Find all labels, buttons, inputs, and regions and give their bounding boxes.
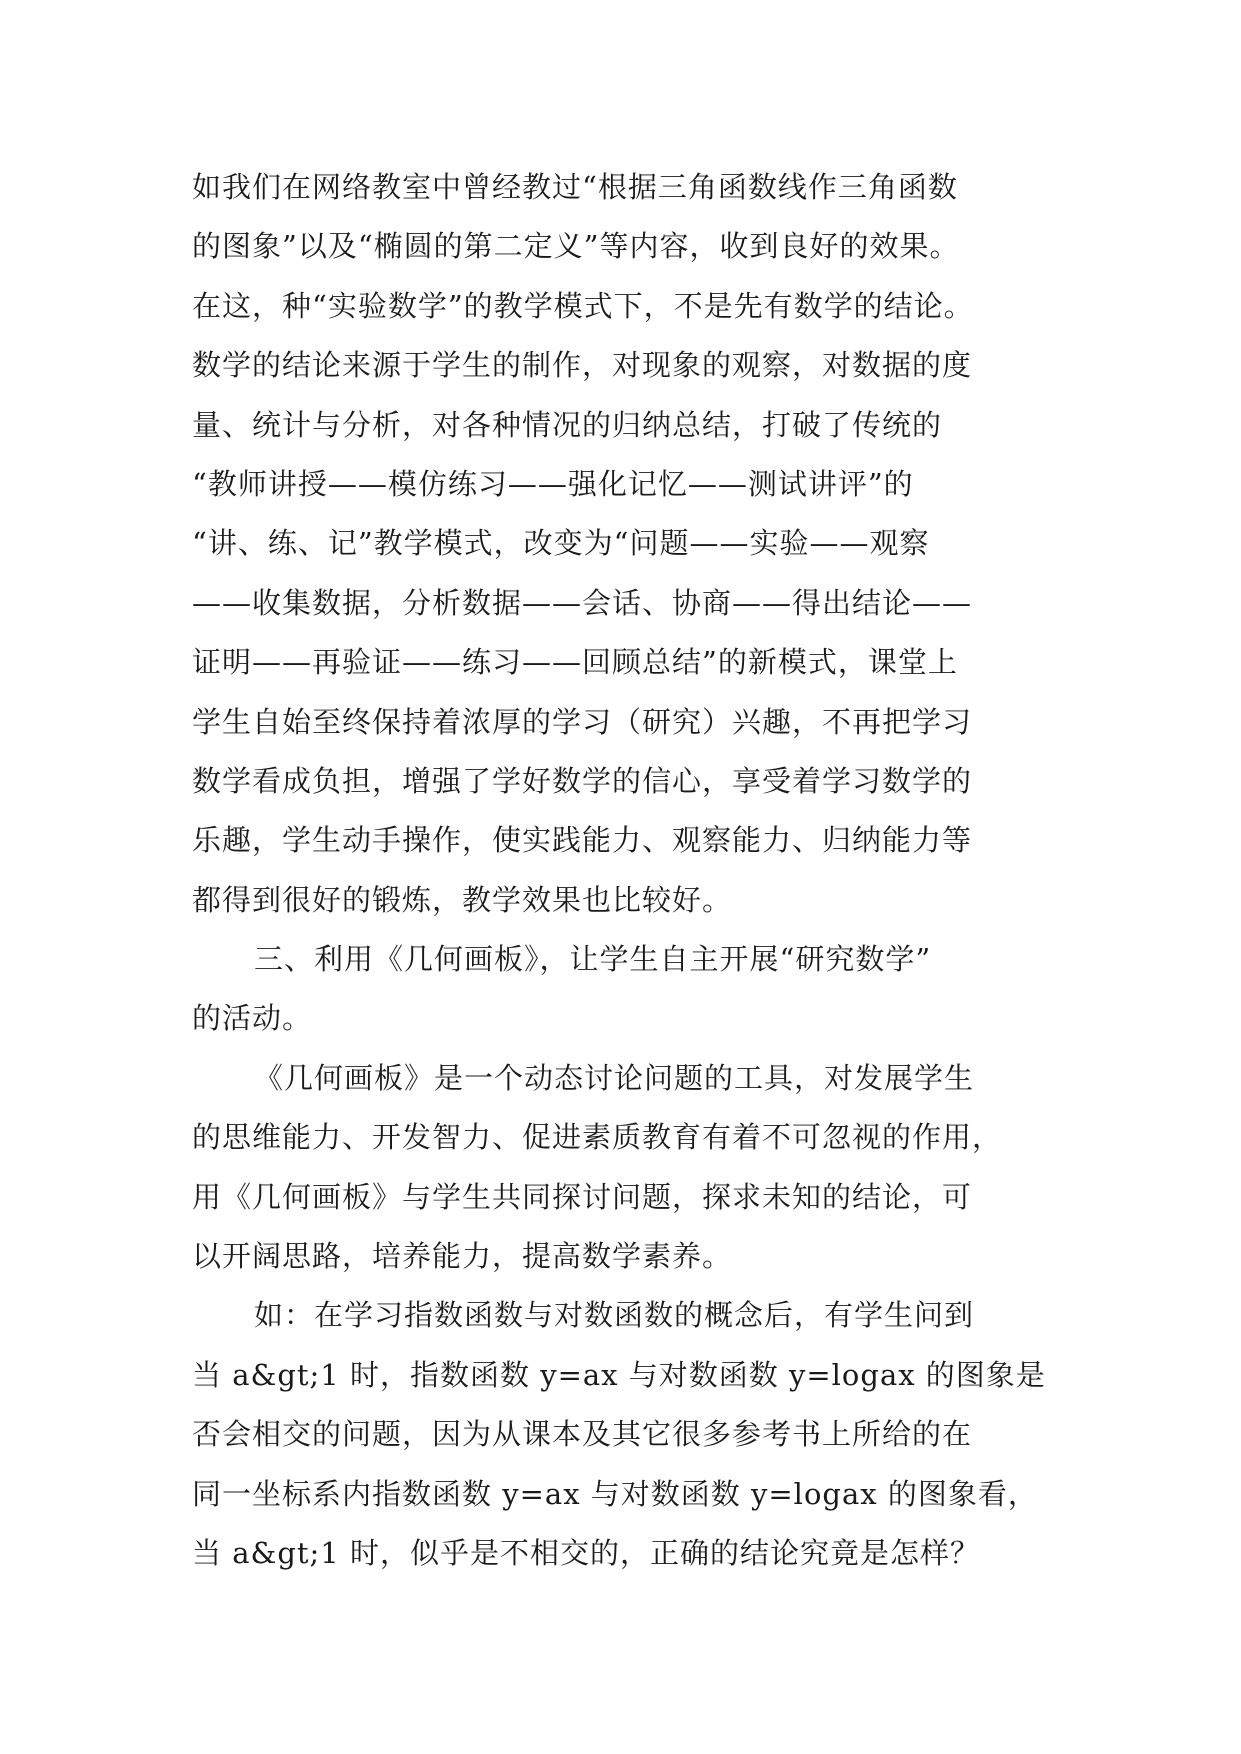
text-line: 都得到很好的锻炼，教学效果也比较好。 xyxy=(192,882,733,917)
text-line: 的思维能力、开发智力、促进素质教育有着不可忽视的作用， xyxy=(192,1120,1003,1155)
text-line: 以开阔思路，培养能力，提高数学素养。 xyxy=(192,1239,733,1274)
text-line: 证明——再验证——练习——回顾总结”的新模式，课堂上 xyxy=(192,645,958,680)
text-line: 数学看成负担，增强了学好数学的信心，享受着学习数学的 xyxy=(192,763,973,798)
text-line: 的图象”以及“椭圆的第二定义”等内容，收到良好的效果。 xyxy=(192,229,960,264)
paragraph-first-line: 如：在学习指数函数与对数函数的概念后，有学生问到 xyxy=(254,1298,975,1333)
text-line: 当 a&gt;1 时，似乎是不相交的，正确的结论究竟是怎样？ xyxy=(192,1535,980,1570)
text-line: 在这，种“实验数学”的教学模式下，不是先有数学的结论。 xyxy=(192,288,974,323)
text-line: “教师讲授——模仿练习——强化记忆——测试讲评”的 xyxy=(192,466,914,501)
section-heading-line: 的活动。 xyxy=(192,1001,313,1036)
text-line: 同一坐标系内指数函数 y=ax 与对数函数 y=logax 的图象看， xyxy=(192,1476,1038,1511)
text-line: 学生自始至终保持着浓厚的学习（研究）兴趣，不再把学习 xyxy=(192,704,973,739)
text-line: 用《几何画板》与学生共同探讨问题，探求未知的结论，可 xyxy=(192,1179,973,1214)
text-line: 如我们在网络教室中曾经教过“根据三角函数线作三角函数 xyxy=(192,170,958,204)
text-line: 量、统计与分析，对各种情况的归纳总结，打破了传统的 xyxy=(192,407,943,442)
paragraph-first-line: 《几何画板》是一个动态讨论问题的工具，对发展学生 xyxy=(254,1060,975,1095)
text-line: 乐趣，学生动手操作，使实践能力、观察能力、归纳能力等 xyxy=(192,823,973,858)
text-line: ——收集数据，分析数据——会话、协商——得出结论—— xyxy=(192,585,973,620)
text-line: 否会相交的问题，因为从课本及其它很多参考书上所给的在 xyxy=(192,1417,973,1452)
section-heading-line: 三、利用《几何画板》，让学生自主开展“研究数学” xyxy=(254,942,932,977)
text-line: 数学的结论来源于学生的制作，对现象的观察，对数据的度 xyxy=(192,348,973,383)
text-line: 当 a&gt;1 时，指数函数 y=ax 与对数函数 y=logax 的图象是 xyxy=(192,1357,1046,1392)
body-text xyxy=(192,158,1052,1583)
text-line: “讲、练、记”教学模式，改变为“问题——实验——观察 xyxy=(192,526,930,561)
